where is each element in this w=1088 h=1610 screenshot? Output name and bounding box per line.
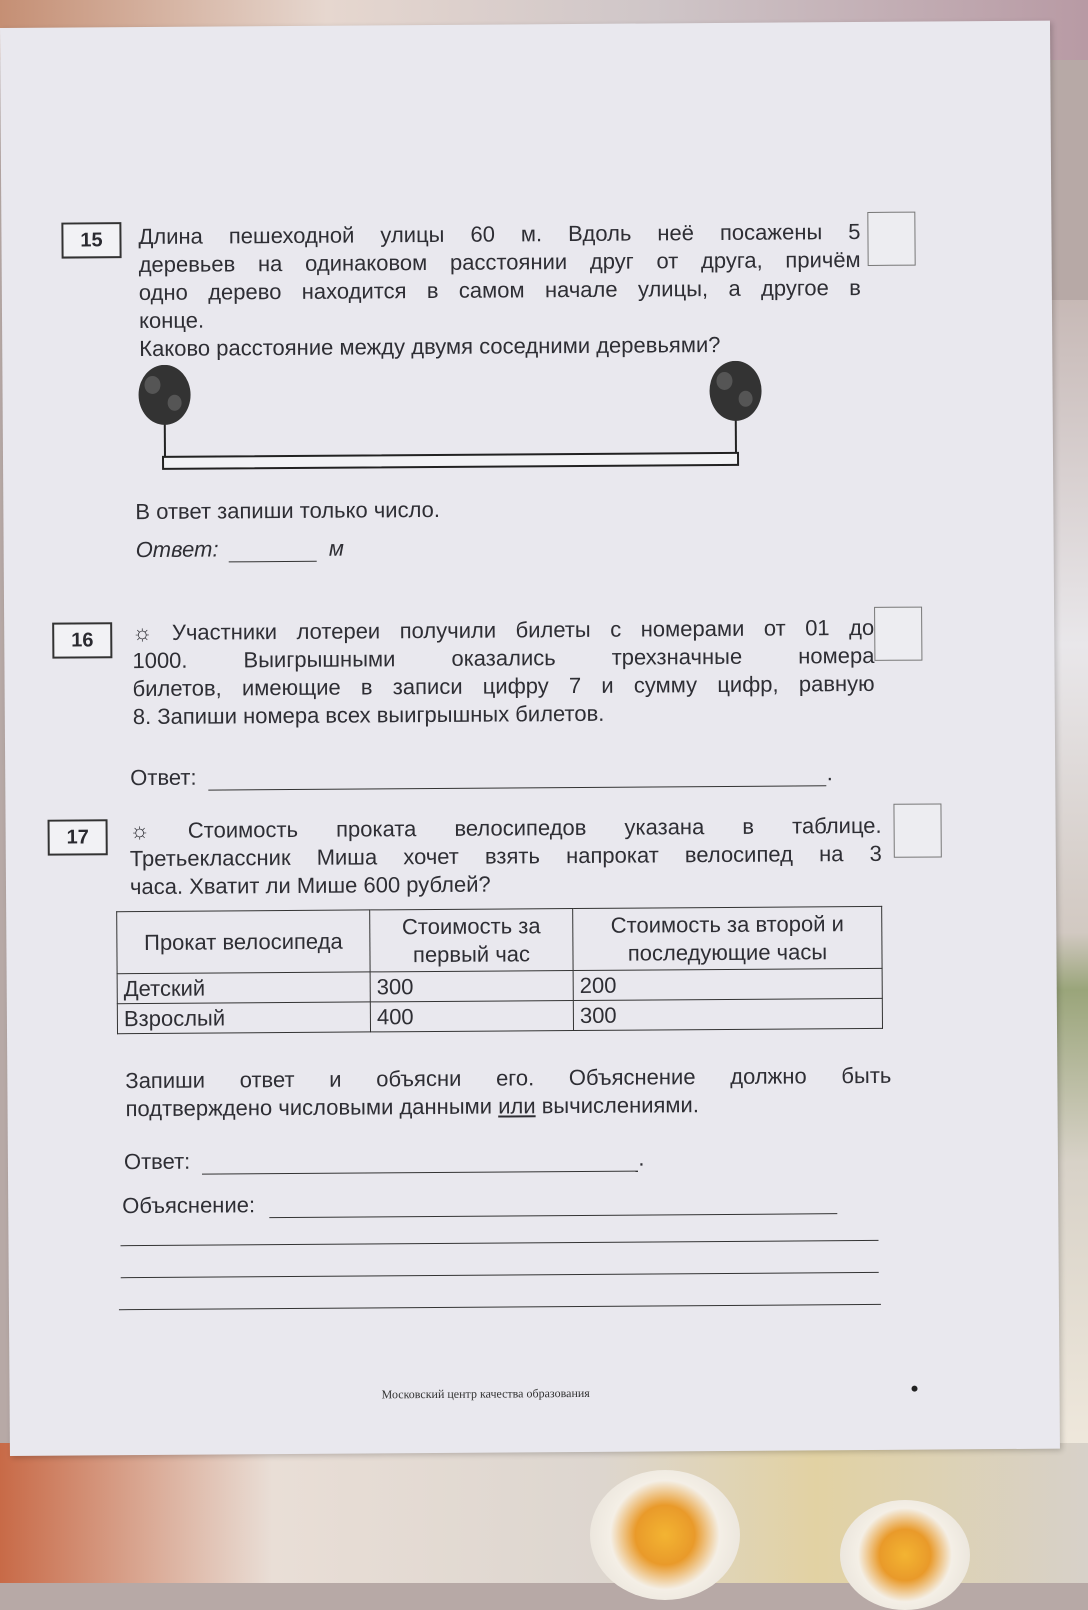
task-number-text: 15 [80, 229, 102, 252]
answer-label: Ответ: [136, 536, 219, 562]
task17-explanation-field[interactable] [269, 1191, 837, 1218]
street-strip [163, 453, 738, 469]
task17-line-1-text: Стоимость проката велосипедов указана в таблице. [188, 813, 882, 843]
task16-line-2: 1000. Выигрышными оказались трехзначные номера [132, 642, 874, 675]
period: . [638, 1146, 644, 1171]
egg-decoration [590, 1470, 740, 1600]
answer-unit: м [329, 536, 344, 561]
task16-answer-row [130, 760, 833, 791]
task15-text [138, 218, 861, 363]
task16-line-4: 8. Запиши номера всех выигрышных билетов. [133, 698, 875, 731]
table-header-cell: Стоимость за второй и последующие часы [573, 906, 882, 970]
table-header-cell: Прокат велосипеда [117, 910, 370, 974]
table-cell: Взрослый [117, 1002, 370, 1034]
task17-line-3: часа. Хватит ли Мише 600 рублей? [130, 868, 882, 901]
tree-right-icon [709, 361, 762, 453]
task17-instruction-line-1: Запиши ответ и объясни его. Объяснение должно быть [125, 1062, 891, 1095]
task17-answer-field[interactable] [202, 1149, 638, 1175]
score-box-15[interactable] [867, 212, 915, 266]
task17-answer-row [124, 1146, 645, 1176]
footer-text: Московский центр качества образования [381, 1386, 589, 1402]
table-cell: 400 [370, 1001, 573, 1032]
score-box-17[interactable] [893, 803, 941, 857]
explanation-line[interactable] [121, 1272, 879, 1278]
task16-line-3: билетов, имеющие в записи цифру 7 и сумму цифр, равную [133, 670, 875, 703]
task16-text [132, 614, 875, 731]
rental-table [116, 906, 883, 1034]
task15-line-4: конце. [139, 302, 861, 335]
tree-left-icon [138, 365, 191, 457]
table-cell: 300 [370, 971, 573, 1002]
egg-decoration [840, 1500, 970, 1610]
instruction-text: подтверждено числовыми данными [125, 1094, 492, 1122]
task17-line-2: Третьеклассник Миша хочет взять напрокат велосипед на 3 [130, 840, 882, 873]
table-cell: 300 [573, 998, 882, 1030]
task17-instruction-line-2 [125, 1090, 891, 1123]
table-header-cell: Стоимость за первый час [370, 909, 573, 972]
instruction-tail: вычислениями. [542, 1092, 699, 1118]
street-diagram [132, 361, 773, 475]
table-row [117, 998, 882, 1033]
answer-label: Ответ: [130, 765, 197, 790]
task15-question: Каково расстояние между двумя соседними деревьями? [139, 330, 861, 363]
task17-text [130, 812, 883, 901]
sun-icon: ☼ [132, 620, 152, 645]
sun-icon: ☼ [130, 818, 150, 843]
task15-answer-field[interactable] [229, 539, 317, 563]
explanation-line[interactable] [119, 1304, 881, 1310]
explanation-line[interactable] [121, 1240, 879, 1246]
explanation-label: Объяснение: [122, 1192, 255, 1218]
task-number-17 [48, 819, 108, 855]
table-header-row [117, 906, 882, 973]
task17-explanation-row [122, 1188, 837, 1219]
task-number-16 [52, 622, 112, 658]
page-dot [912, 1386, 918, 1392]
score-box-16[interactable] [874, 607, 922, 661]
task-number-text: 16 [71, 629, 93, 652]
period: . [827, 760, 833, 785]
task15-line-3: одно дерево находится в самом начале улицы, а другое в [139, 274, 861, 307]
task-number-text: 17 [66, 826, 88, 849]
task-number-15 [61, 222, 121, 258]
instruction-or: или [498, 1093, 536, 1118]
answer-label: Ответ: [124, 1149, 191, 1174]
table-cell: 200 [573, 968, 882, 1000]
task16-answer-field[interactable] [209, 763, 827, 790]
table-cell: Детский [117, 972, 370, 1004]
task15-line-1: Длина пешеходной улицы 60 м. Вдоль неё посажены 5 [138, 218, 860, 251]
task17-instruction [125, 1062, 891, 1123]
worksheet-page [0, 21, 1060, 1456]
task15-line-2: деревьев на одинаковом расстоянии друг от друга, причём [139, 246, 861, 279]
task16-line-1-text: Участники лотереи получили билеты с номерами от 01 до [172, 615, 874, 645]
task15-answer-row [136, 536, 344, 563]
task15-instruction: В ответ запиши только число. [135, 497, 440, 525]
